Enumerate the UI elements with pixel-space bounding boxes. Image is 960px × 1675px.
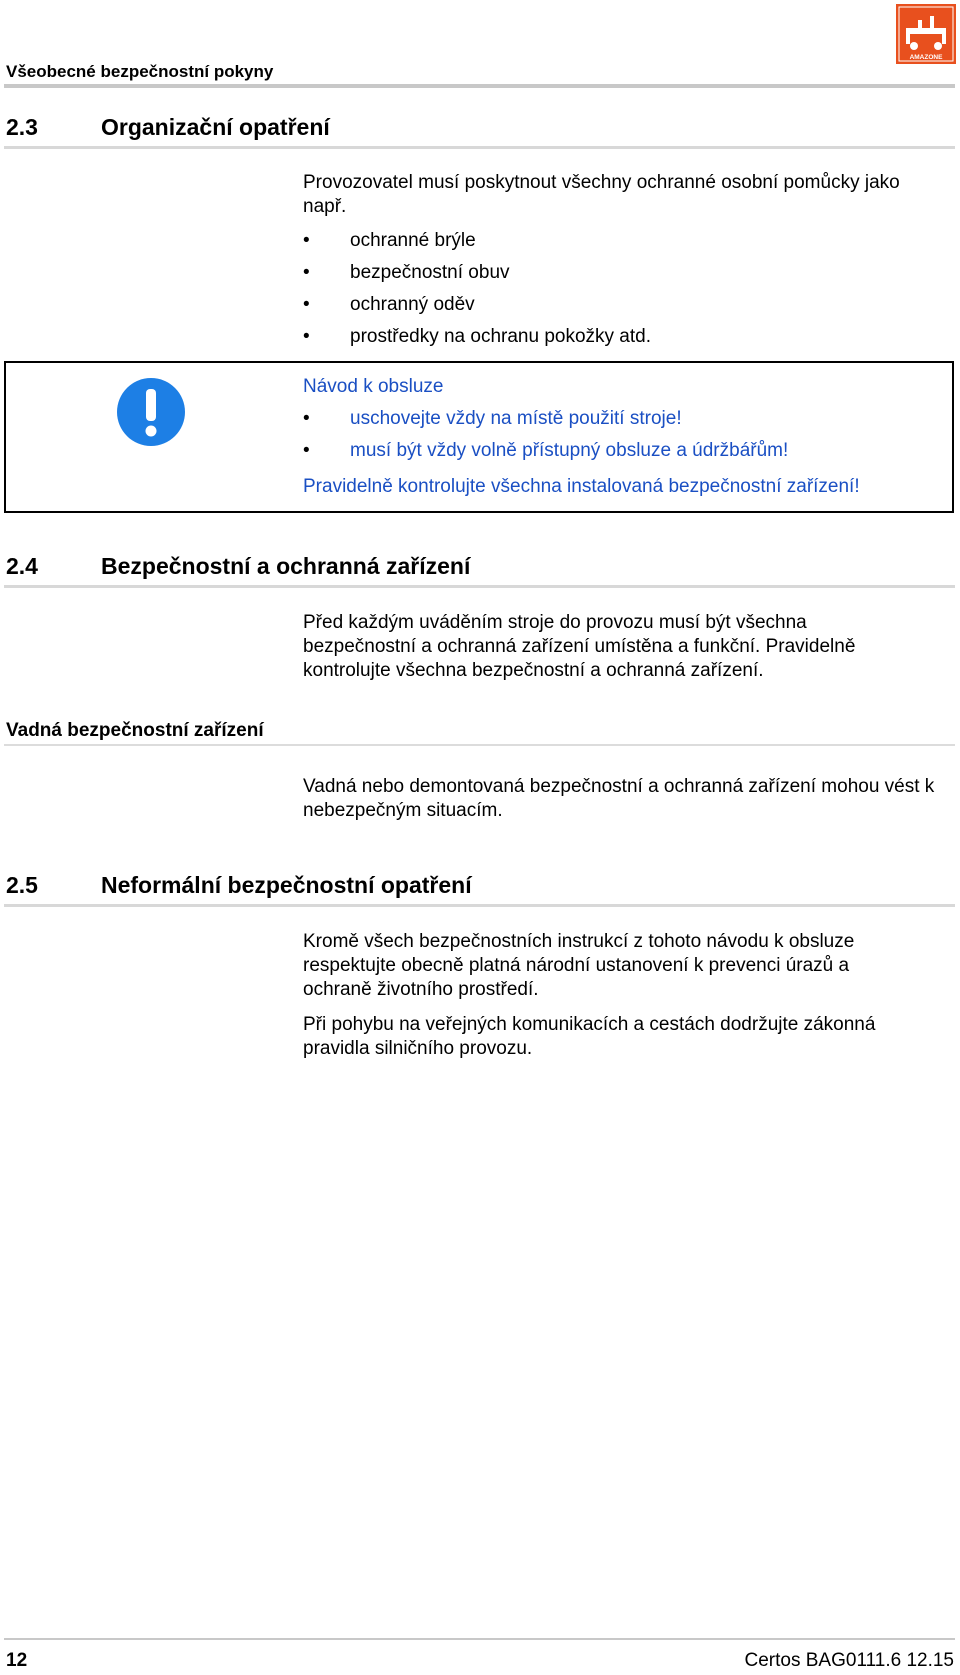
section-2-3-title: Organizační opatření xyxy=(101,114,330,140)
note-list-item-text: uschovejte vždy na místě použití stroje! xyxy=(350,408,682,429)
bullet: • xyxy=(303,262,310,283)
side-label-defective-devices: Vadná bezpečnostní zařízení xyxy=(6,720,264,741)
bullet: • xyxy=(303,294,310,315)
page-number: 12 xyxy=(6,1650,28,1671)
section-2-3-number: 2.3 xyxy=(6,114,38,140)
section-2-5-rule xyxy=(4,904,955,907)
list-item-text: bezpečnostní obuv xyxy=(350,262,510,283)
bullet: • xyxy=(303,408,310,429)
list-item-text: prostředky na ochranu pokožky atd. xyxy=(350,326,652,347)
exclamation-icon xyxy=(116,377,186,447)
footer-rule xyxy=(4,1638,955,1640)
logo-icon xyxy=(896,4,956,64)
note-title: Návod k obsluze xyxy=(303,376,444,397)
section-2-3-rule xyxy=(4,146,955,149)
section-2-5-paragraph: Kromě všech bezpečnostních instrukcí z tohoto návodu k obsluze respektujte obecně platná národní ustanovení k prevenci úrazů a ochraně životního prostředí. xyxy=(303,931,855,1000)
section-2-5-paragraph: Při pohybu na veřejných komunikacích a cestách dodržujte zákonná pravidla silničního provozu. xyxy=(303,1014,876,1059)
amazone-logo xyxy=(896,4,956,64)
section-2-5-title: Neformální bezpečnostní opatření xyxy=(101,872,472,898)
section-2-3-intro: Provozovatel musí poskytnout všechny ochranné osobní pomůcky jako např. xyxy=(303,172,900,217)
section-2-4-number: 2.4 xyxy=(6,553,38,579)
bullet: • xyxy=(303,440,310,461)
note-list-item-text: musí být vždy volně přístupný obsluze a údržbářům! xyxy=(350,440,789,461)
list-item-text: ochranné brýle xyxy=(350,230,476,251)
section-2-4-title: Bezpečnostní a ochranná zařízení xyxy=(101,553,471,579)
section-2-4-rule xyxy=(4,585,955,588)
section-2-5-number: 2.5 xyxy=(6,872,38,898)
note-footer: Pravidelně kontrolujte všechna instalovaná bezpečnostní zařízení! xyxy=(303,476,860,497)
section-2-4-text: Před každým uváděním stroje do provozu musí být všechna bezpečnostní a ochranná zařízení umístěna a funkční. Pravidelně kontrolujte všechna bezpečnostní a ochranná zařízení. xyxy=(303,612,856,681)
running-header: Všeobecné bezpečnostní pokyny xyxy=(6,62,274,81)
list-item-text: ochranný oděv xyxy=(350,294,475,315)
bullet: • xyxy=(303,326,310,347)
section-2-4-sub-text: Vadná nebo demontovaná bezpečnostní a ochranná zařízení mohou vést k nebezpečným situacím. xyxy=(303,776,935,821)
logo-text: AMAZONE xyxy=(909,54,943,61)
side-label-rule xyxy=(4,744,955,746)
doc-info: Certos BAG0111.6 12.15 xyxy=(744,1650,954,1671)
bullet: • xyxy=(303,230,310,251)
header-rule xyxy=(4,84,955,88)
